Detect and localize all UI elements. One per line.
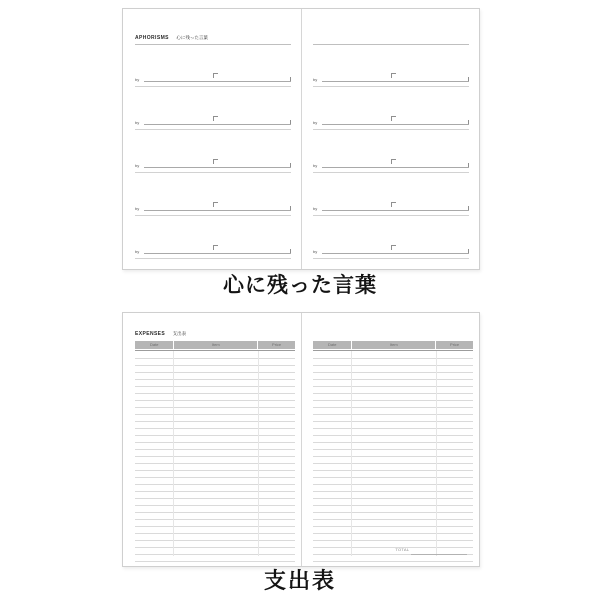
by-label: by	[135, 77, 140, 82]
table-row	[135, 484, 295, 485]
header-rule	[313, 44, 469, 45]
table-row	[135, 519, 295, 520]
table-row	[313, 533, 473, 534]
attribution-line	[322, 167, 469, 168]
table-top-rule	[313, 350, 473, 351]
attribution-line	[322, 124, 469, 125]
attribution-line	[144, 210, 291, 211]
table-header-row	[135, 341, 295, 349]
spread-gutter	[301, 9, 302, 269]
table-row	[313, 491, 473, 492]
table-row	[313, 519, 473, 520]
by-label: by	[135, 120, 140, 125]
open-quote-icon	[213, 202, 218, 207]
column-header-price: Price	[258, 341, 295, 349]
table-row	[313, 498, 473, 499]
table-row	[313, 470, 473, 471]
expenses-page-right	[301, 313, 479, 566]
table-row	[313, 365, 473, 366]
column-header-item: Item	[174, 341, 257, 349]
table-row	[135, 463, 295, 464]
table-row	[135, 554, 295, 555]
total-label: TOTAL	[395, 547, 410, 552]
table-row	[313, 540, 473, 541]
writing-line	[313, 129, 469, 130]
by-label: by	[135, 249, 140, 254]
table-row	[135, 498, 295, 499]
attribution-line	[144, 167, 291, 168]
table-row	[313, 421, 473, 422]
column-header-item: Item	[352, 341, 435, 349]
table-row	[135, 477, 295, 478]
column-divider	[173, 351, 174, 556]
by-label: by	[313, 206, 318, 211]
open-quote-icon	[391, 245, 396, 250]
expenses-spread	[122, 312, 480, 567]
by-label: by	[313, 163, 318, 168]
aphorisms-page-right	[301, 9, 479, 269]
open-quote-icon	[391, 73, 396, 78]
table-row	[135, 393, 295, 394]
table-row	[313, 428, 473, 429]
expenses-page-left	[123, 313, 301, 566]
by-label: by	[313, 120, 318, 125]
table-row	[135, 512, 295, 513]
table-row	[313, 379, 473, 380]
quote-block	[313, 73, 469, 93]
table-row	[135, 505, 295, 506]
open-quote-icon	[391, 202, 396, 207]
table-row	[135, 400, 295, 401]
total-line	[411, 554, 466, 555]
quote-block	[135, 245, 291, 265]
quote-block	[135, 202, 291, 222]
open-quote-icon	[391, 159, 396, 164]
table-row	[313, 512, 473, 513]
table-row	[313, 547, 473, 548]
open-quote-icon	[213, 159, 218, 164]
writing-line	[313, 86, 469, 87]
table-row	[313, 561, 473, 562]
table-row	[135, 456, 295, 457]
attribution-line	[322, 210, 469, 211]
by-label: by	[135, 206, 140, 211]
table-row	[135, 540, 295, 541]
aphorisms-page-header	[135, 26, 208, 44]
table-row	[313, 358, 473, 359]
table-row	[135, 365, 295, 366]
attribution-line	[322, 253, 469, 254]
column-divider	[351, 351, 352, 556]
table-row	[135, 561, 295, 562]
table-row	[135, 386, 295, 387]
aphorisms-page-left	[123, 9, 301, 269]
header-rule	[135, 44, 291, 45]
table-row	[313, 386, 473, 387]
open-quote-icon	[213, 73, 218, 78]
table-row	[135, 421, 295, 422]
quote-block	[313, 116, 469, 136]
quote-block	[313, 159, 469, 179]
page-title-japanese: 支出表	[172, 331, 187, 336]
table-row	[313, 414, 473, 415]
table-row	[135, 449, 295, 450]
table-top-rule	[135, 350, 295, 351]
writing-line	[135, 215, 291, 216]
table-row	[135, 414, 295, 415]
table-header-row	[313, 341, 473, 349]
writing-line	[313, 258, 469, 259]
column-divider	[258, 351, 259, 556]
table-row	[313, 400, 473, 401]
open-quote-icon	[213, 116, 218, 121]
table-row	[313, 449, 473, 450]
table-row	[135, 407, 295, 408]
expenses-page-header	[135, 322, 186, 340]
aphorisms-spread	[122, 8, 480, 270]
table-row	[313, 442, 473, 443]
writing-line	[135, 258, 291, 259]
open-quote-icon	[213, 245, 218, 250]
table-row	[135, 547, 295, 548]
by-label: by	[135, 163, 140, 168]
quote-block	[135, 73, 291, 93]
writing-line	[313, 215, 469, 216]
column-divider	[436, 351, 437, 556]
quote-block	[313, 245, 469, 265]
caption-aphorisms: 心に残った言葉	[223, 274, 377, 297]
table-row	[313, 393, 473, 394]
by-label: by	[313, 77, 318, 82]
table-row	[135, 526, 295, 527]
table-row	[313, 407, 473, 408]
table-row	[135, 372, 295, 373]
writing-line	[313, 172, 469, 173]
table-row	[135, 442, 295, 443]
column-header-price: Price	[436, 341, 473, 349]
caption-expenses: 支出表	[263, 568, 336, 593]
attribution-line	[144, 124, 291, 125]
table-row	[135, 428, 295, 429]
page-title: APHORISMS	[135, 35, 169, 41]
by-label: by	[313, 249, 318, 254]
open-quote-icon	[391, 116, 396, 121]
table-row	[135, 470, 295, 471]
page-title-japanese: 心に残った言葉	[176, 35, 208, 40]
quote-block	[135, 159, 291, 179]
column-header-date: Date	[135, 341, 173, 349]
column-header-date: Date	[313, 341, 351, 349]
spread-gutter	[301, 313, 302, 566]
table-row	[313, 477, 473, 478]
table-row	[313, 435, 473, 436]
attribution-line	[144, 253, 291, 254]
writing-line	[135, 86, 291, 87]
quote-block	[135, 116, 291, 136]
writing-line	[135, 129, 291, 130]
table-row	[313, 505, 473, 506]
table-row	[313, 372, 473, 373]
writing-line	[135, 172, 291, 173]
table-row	[135, 435, 295, 436]
table-row	[313, 526, 473, 527]
table-row	[135, 379, 295, 380]
table-row	[313, 484, 473, 485]
table-row	[313, 463, 473, 464]
page-title: EXPENSES	[135, 331, 166, 337]
table-row	[135, 358, 295, 359]
attribution-line	[322, 81, 469, 82]
table-row	[313, 456, 473, 457]
attribution-line	[144, 81, 291, 82]
table-row	[135, 491, 295, 492]
table-row	[135, 533, 295, 534]
quote-block	[313, 202, 469, 222]
